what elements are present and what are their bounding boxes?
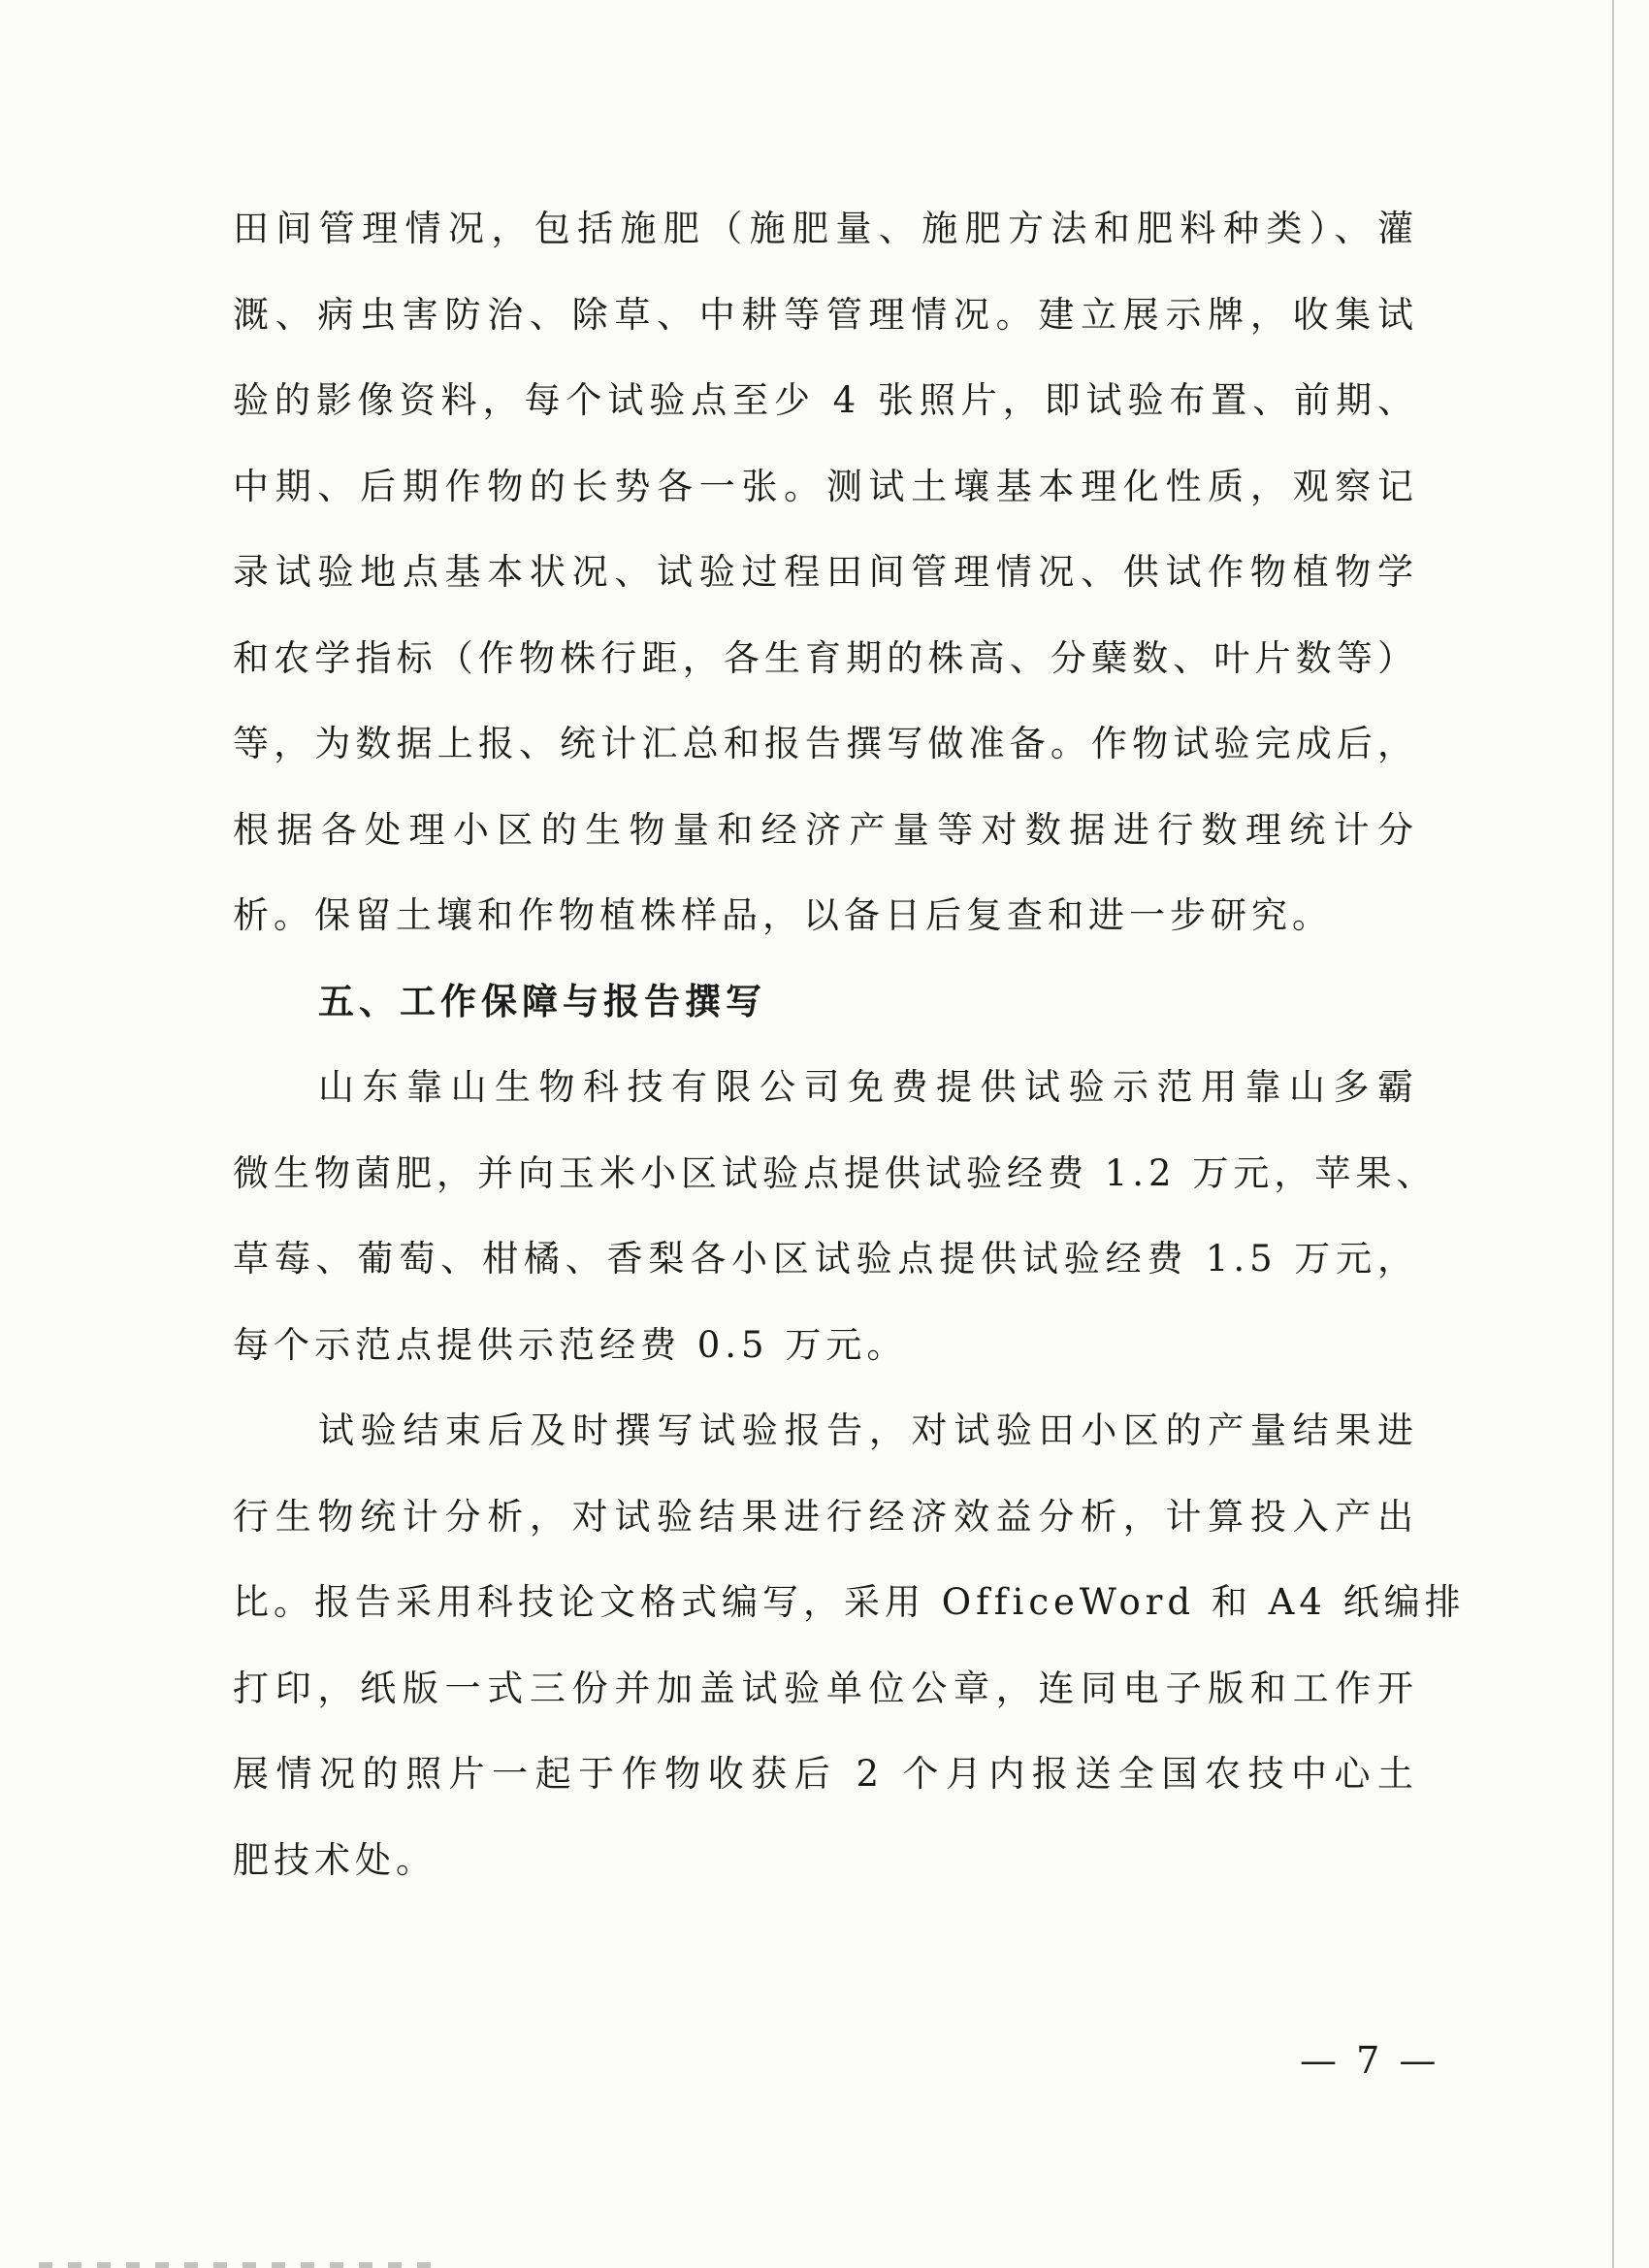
- paragraph-field-management: [233, 186, 1418, 959]
- paragraph-line: 行生物统计分析，对试验结果进行经济效益分析，计算投入产出: [233, 1495, 1418, 1538]
- paragraph-line: 打印，纸版一式三份并加盖试验单位公章，连同电子版和工作开: [233, 1667, 1418, 1709]
- paragraph-line: 山东靠山生物科技有限公司免费提供试验示范用靠山多霸: [318, 1066, 1418, 1108]
- paragraph-line: 和农学指标（作物株行距，各生育期的株高、分蘖数、叶片数等）: [233, 636, 1418, 679]
- paragraph-line: 录试验地点基本状况、试验过程田间管理情况、供试作物植物学: [233, 551, 1418, 593]
- paragraph-line: 试验结束后及时撰写试验报告，对试验田小区的产量结果进: [318, 1409, 1418, 1451]
- paragraph-line: 析。保留土壤和作物植株样品，以备日后复查和进一步研究。: [233, 894, 1333, 936]
- paragraph-report: [233, 1388, 1466, 1903]
- paragraph-line: 草莓、葡萄、柑橘、香梨各小区试验点提供试验经费 1.5 万元，: [233, 1238, 1418, 1280]
- paragraph-line: 微生物菌肥，并向玉米小区试验点提供试验经费 1.2 万元，苹果、: [233, 1151, 1438, 1194]
- paragraph-line: 展情况的照片一起于作物收获后 2 个月内报送全国农技中心土: [233, 1753, 1418, 1795]
- paragraph-line: 验的影像资料，每个试验点至少 4 张照片，即试验布置、前期、: [233, 379, 1418, 421]
- paragraph-line: 比。报告采用科技论文格式编写，采用 OfficeWord 和 A4 纸编排: [233, 1581, 1466, 1623]
- paragraph-line: 等，为数据上报、统计汇总和报告撰写做准备。作物试验完成后，: [233, 723, 1418, 764]
- paragraph-line: 肥技术处。: [233, 1838, 436, 1881]
- page-number: — 7 —: [1300, 2039, 1440, 2082]
- paragraph-line: 根据各处理小区的生物量和经济产量等对数据进行数理统计分: [233, 808, 1418, 851]
- paragraph-line: 田间管理情况，包括施肥（施肥量、施肥方法和肥料种类）、灌: [233, 208, 1418, 249]
- paragraph-funding: [233, 1045, 1438, 1388]
- body-text: [233, 186, 1466, 1903]
- section-heading: 五、工作保障与报告撰写: [318, 980, 766, 1022]
- paragraph-line: 每个示范点提供示范经费 0.5 万元。: [233, 1323, 908, 1366]
- paragraph-line: 溉、病虫害防治、除草、中耕等管理情况。建立展示牌，收集试: [233, 293, 1418, 336]
- paragraph-line: 中期、后期作物的长势各一张。测试土壤基本理化性质，观察记: [233, 465, 1418, 507]
- scan-bottom-speckle: [39, 2262, 446, 2268]
- scan-edge-line: [1612, 0, 1614, 2268]
